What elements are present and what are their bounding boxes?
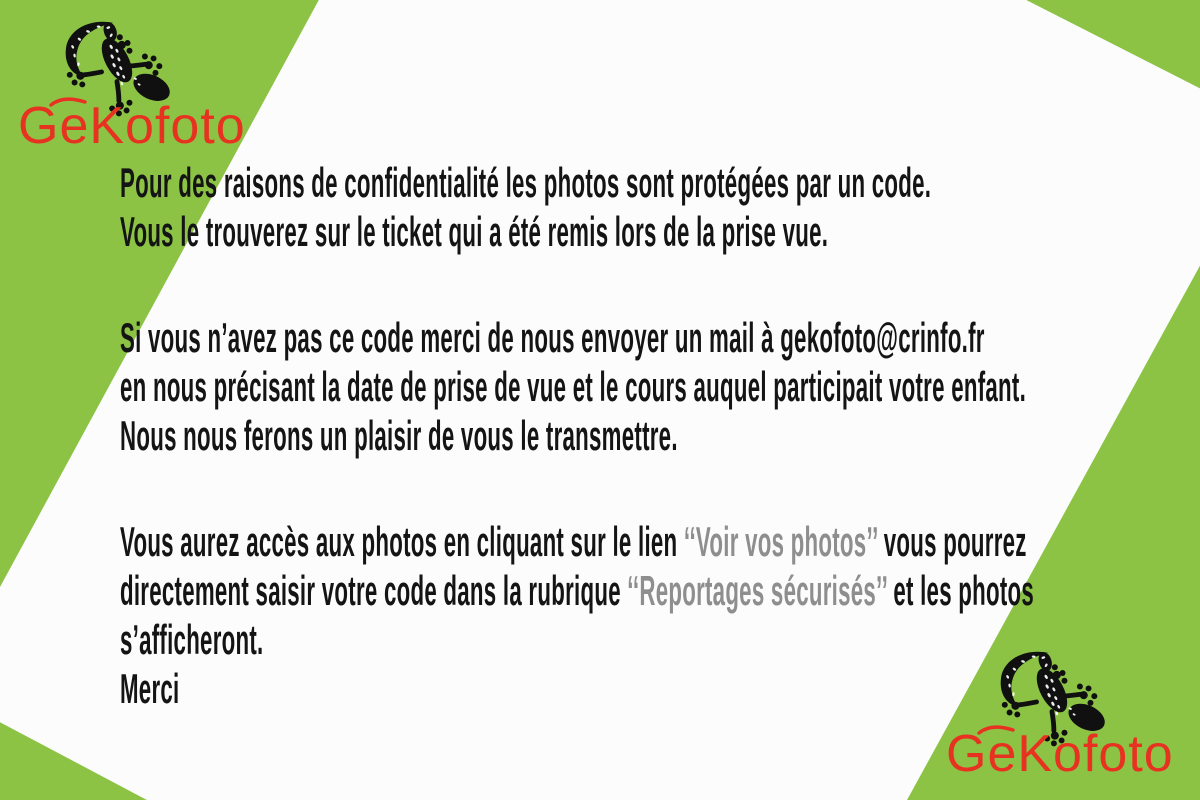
text-segment: Si vous n’avez pas ce code merci de nous envoyer un mail à <box>120 314 781 361</box>
text-segment: s’afficheront. <box>120 616 264 663</box>
link-reference-voir-vos-photos: ‘‘Voir vos photos’’ <box>683 518 878 565</box>
text-line <box>120 158 1169 207</box>
text-line <box>120 313 1169 362</box>
text-segment: Vous aurez accès aux photos en cliquant sur le lien <box>120 518 684 565</box>
text-line <box>120 615 1169 664</box>
text-line <box>120 207 1169 256</box>
text-line <box>120 411 1169 460</box>
text-line <box>120 566 1169 615</box>
link-reference-reportages-securises: ‘‘Reportages sécurisés’’ <box>627 567 887 614</box>
text-line <box>120 517 1169 566</box>
text-line <box>120 362 1169 411</box>
text-segment: Nous nous ferons un plaisir de vous le transmettre. <box>120 412 678 459</box>
brand-name: GeKofoto <box>18 97 246 155</box>
text-segment: Vous le trouverez sur le ticket qui a été remis lors de la prise vue. <box>120 208 829 255</box>
brand-swash-icon <box>48 94 88 110</box>
text-segment: Pour des raisons de confidentialité les photos sont protégées par un code. <box>120 159 932 206</box>
text-segment: et les photos <box>886 567 1035 614</box>
logo-top-left <box>18 97 246 155</box>
email-address: gekofoto@crinfo.fr <box>780 314 985 361</box>
paragraph <box>120 158 1169 256</box>
brand-name: GeKofoto <box>946 725 1174 783</box>
text-segment: en nous précisant la date de prise de vue et le cours auquel participait votre enfant. <box>120 363 1027 410</box>
text-segment: directement saisir votre code dans la rubrique <box>120 567 628 614</box>
text-segment: Merci <box>120 665 180 712</box>
paragraph <box>120 517 1169 713</box>
text-line <box>120 664 1169 713</box>
body-text <box>120 158 1169 770</box>
paragraph <box>120 313 1169 460</box>
text-segment: vous pourrez <box>877 518 1027 565</box>
